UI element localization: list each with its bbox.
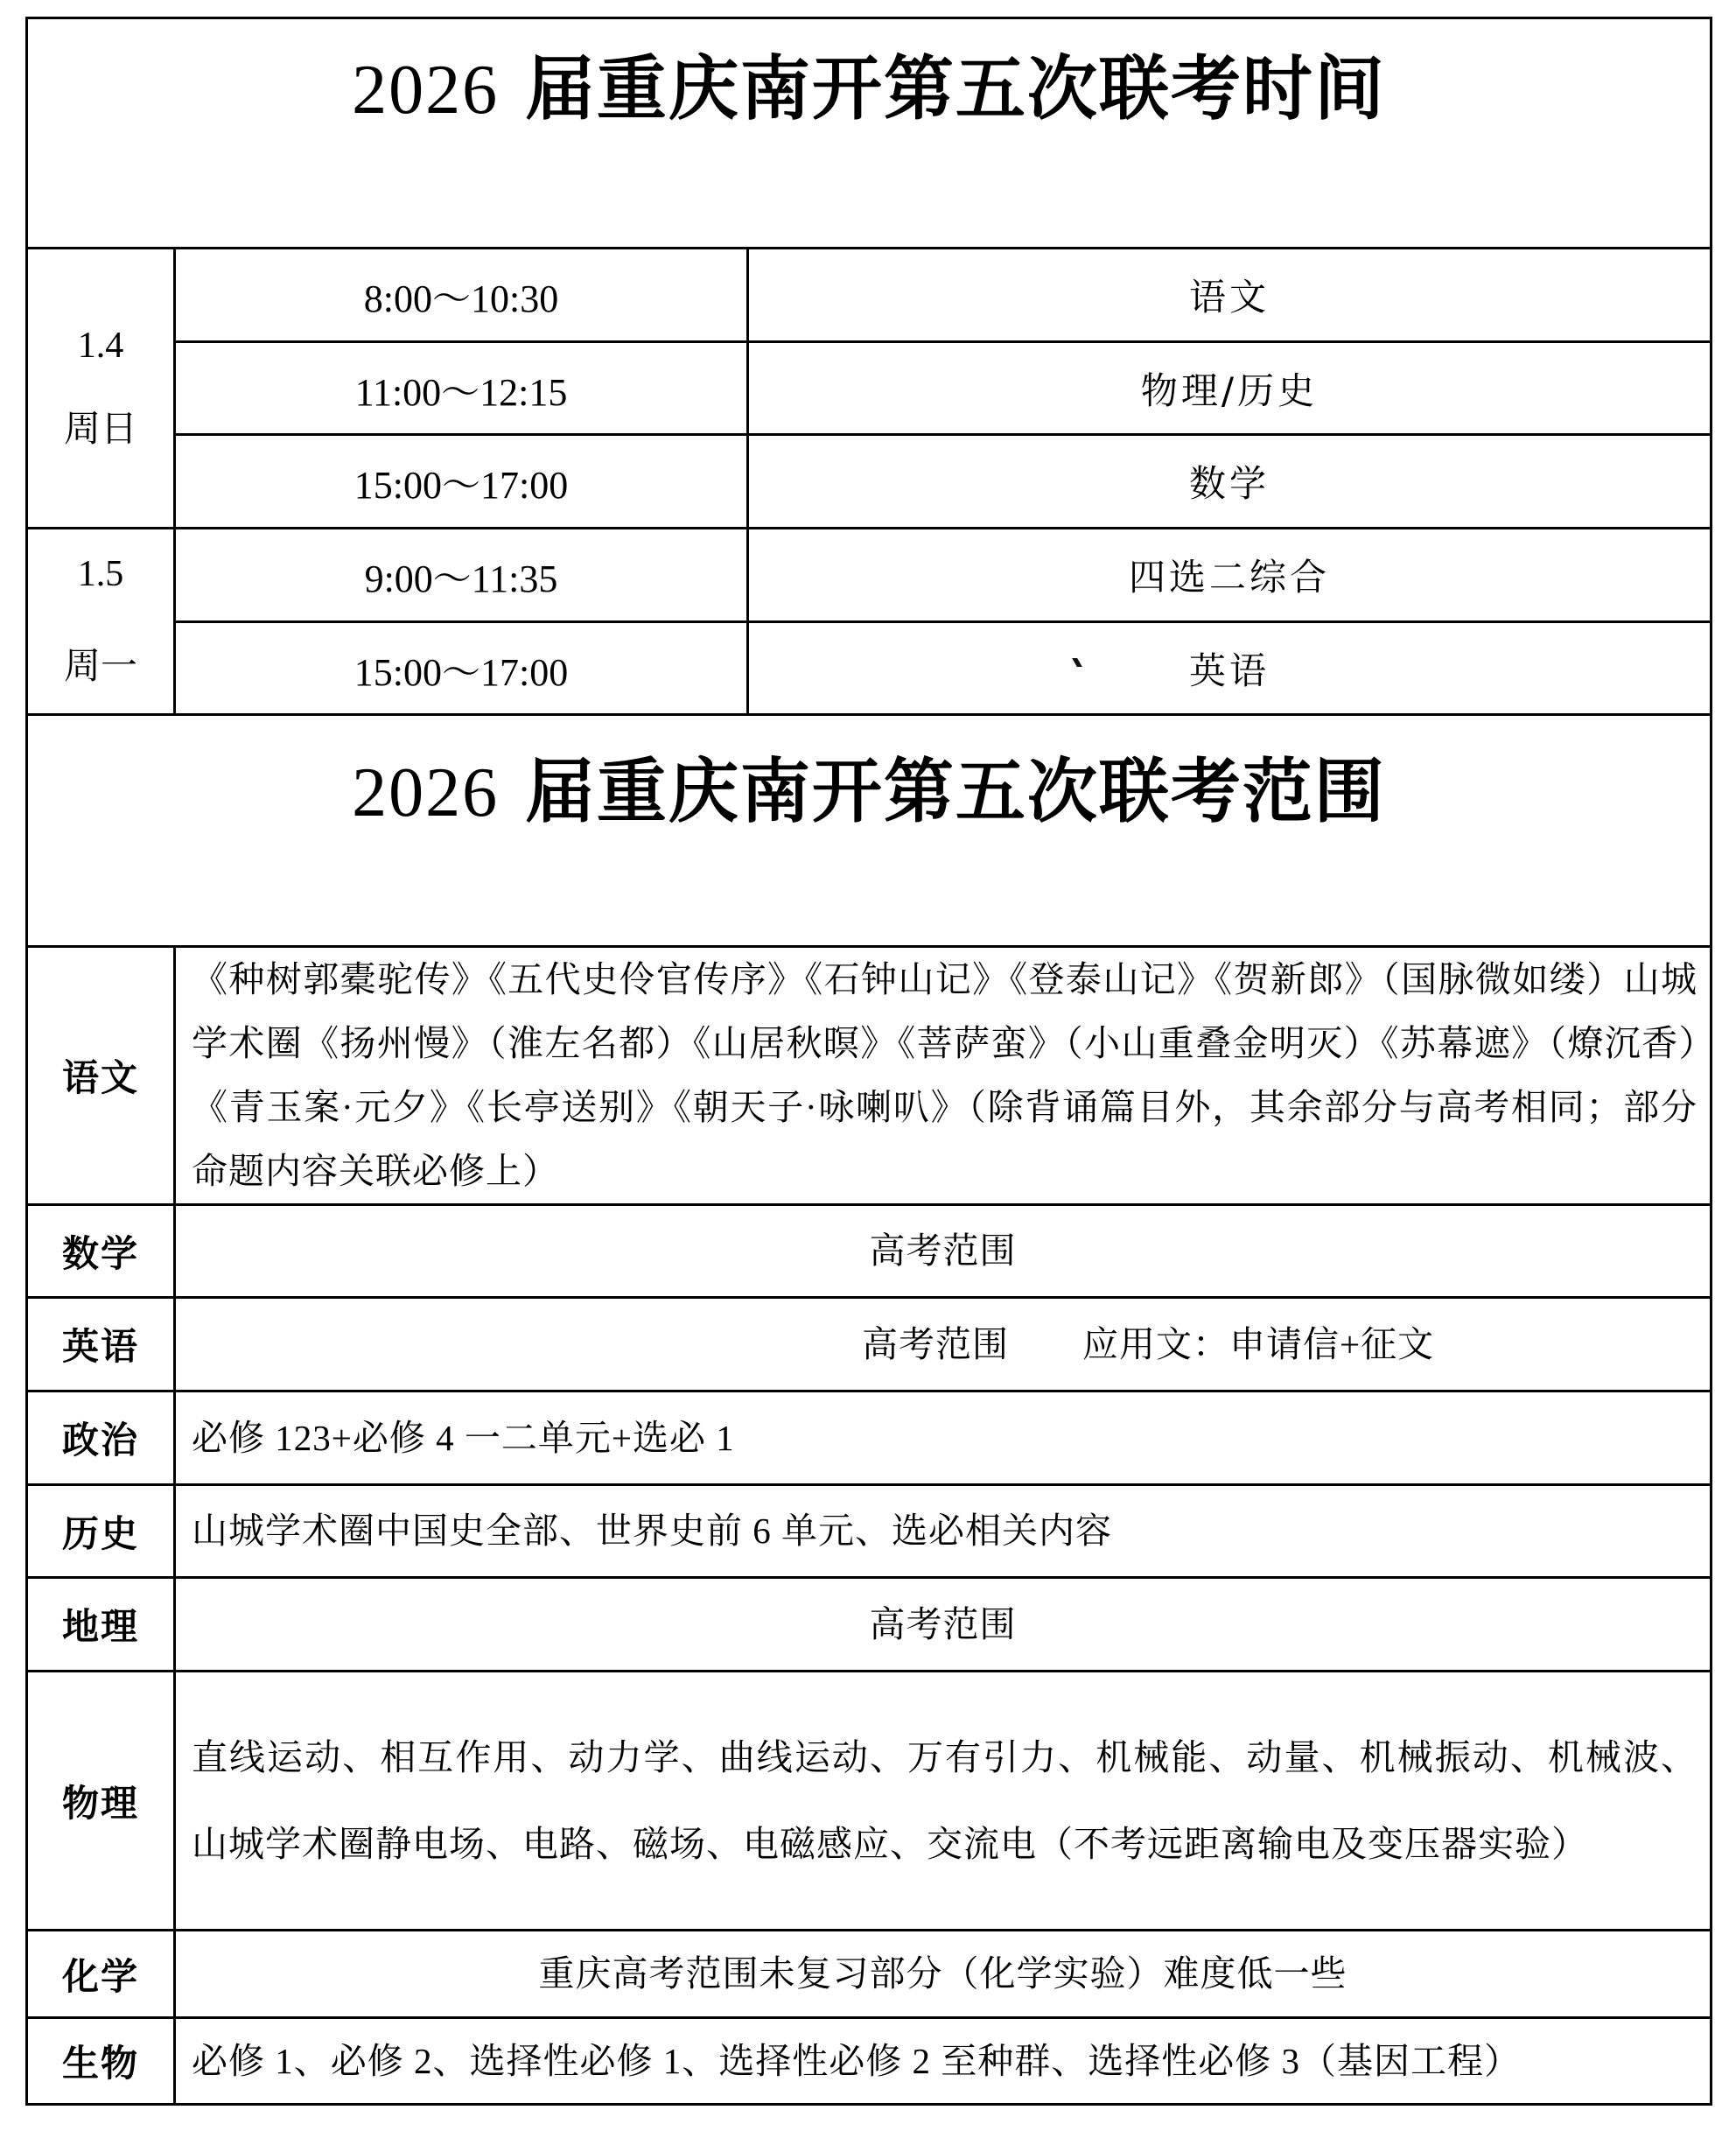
day-date: 1.4	[77, 325, 124, 366]
session-time: 9:00～11:35	[364, 557, 558, 600]
day-cell	[28, 529, 173, 713]
scope-subject: 语文	[61, 1056, 139, 1099]
session-subject: 英语	[1188, 648, 1270, 692]
session-time: 8:00～10:30	[363, 277, 559, 320]
day-weekday: 周日	[63, 406, 137, 450]
scope-content: 高考范围 应用文：申请信+征文	[862, 1323, 1435, 1364]
session-subject: 数学	[1188, 462, 1270, 505]
schedule-title	[28, 47, 1710, 130]
divider	[25, 713, 1712, 716]
table-border-bottom	[25, 2103, 1712, 2106]
session-time: 15:00～17:00	[354, 464, 569, 507]
scope-subject: 化学	[61, 1954, 139, 1998]
scope-title	[28, 746, 1710, 832]
scope-subject: 英语	[61, 1325, 139, 1368]
schedule-title-text	[352, 32, 1386, 133]
table-border-right	[1710, 17, 1712, 2106]
scope-content: 《种树郭橐驼传》《五代史伶官传序》《石钟山记》《登泰山记》《贺新郎》（国脉微如缕）山城学术圈《扬州慢》（淮左名都）《山居秋暝》《菩萨蛮》（小山重叠金明灭）《苏幕遮》（燎沉香）《青玉案·元夕》《长亭送别》《朝天子·咏喇叭》（除背诵篇目外，其余部分与高考相同；部分命题内容关联必修上）	[192, 959, 1698, 1191]
scope-content: 直线运动、相互作用、动力学、曲线运动、万有引力、机械能、动量、机械振动、机械波、山城学术圈静电场、电路、磁场、电磁感应、交流电（不考远距离输电及变压器实验）	[192, 1736, 1698, 1864]
session-subject: 物理/历史	[1140, 368, 1319, 412]
day-date: 1.5	[77, 554, 124, 594]
table-border-top	[25, 17, 1712, 19]
schedule-title-year: 2026	[352, 51, 500, 129]
scope-content: 高考范围	[869, 1603, 1017, 1644]
scope-subject: 地理	[61, 1605, 139, 1648]
session-subject: 四选二综合	[1128, 556, 1330, 599]
scope-content: 高考范围	[869, 1230, 1017, 1271]
scope-title-text	[352, 735, 1386, 836]
scope-content: 重庆高考范围未复习部分（化学实验）难度低一些	[538, 1953, 1348, 1994]
scope-subject: 数学	[61, 1231, 139, 1275]
session-time: 15:00～17:00	[354, 650, 569, 694]
scope-subject: 物理	[61, 1781, 139, 1825]
scope-subject: 政治	[61, 1419, 139, 1462]
scope-subject: 历史	[61, 1511, 139, 1555]
scope-subject: 生物	[61, 2042, 139, 2085]
scope-title-label: 届重庆南开第五次联考范围	[524, 750, 1386, 832]
scope-title-year: 2026	[352, 754, 500, 831]
day-weekday: 周一	[63, 644, 137, 687]
scope-content: 山城学术圈中国史全部、世界史前 6 单元、选必相关内容	[192, 1511, 1112, 1551]
schedule-title-label: 届重庆南开第五次联考时间	[524, 47, 1386, 130]
session-time: 11:00～12:15	[354, 370, 568, 414]
scope-content: 必修 123+必修 4 一二单元+选必 1	[192, 1417, 735, 1458]
session-subject: 语文	[1188, 276, 1270, 319]
day-cell	[28, 249, 173, 527]
scope-content: 必修 1、必修 2、选择性必修 1、选择性必修 2 至种群、选择性必修 3（基因工程）	[192, 2040, 1521, 2081]
